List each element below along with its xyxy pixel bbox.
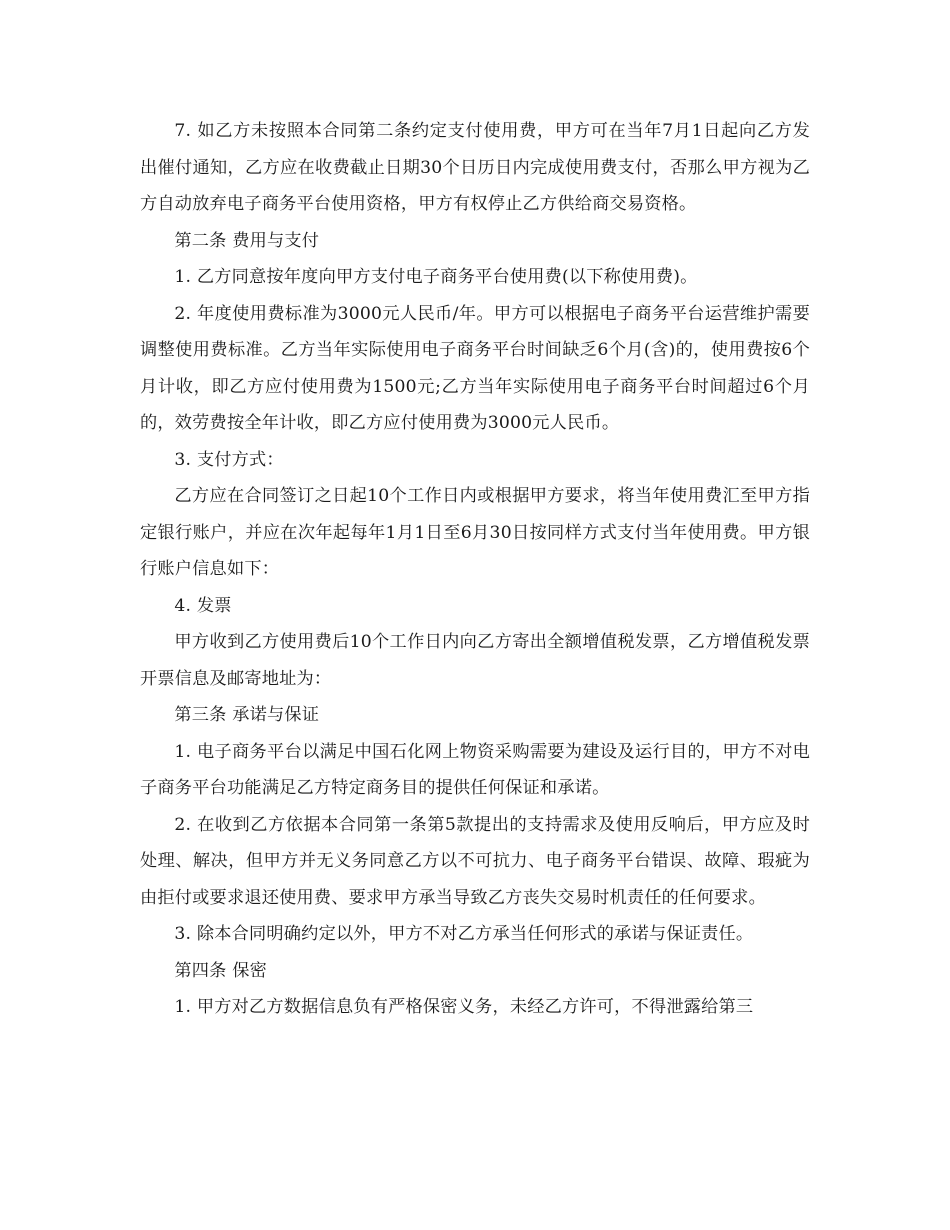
clause-2-3-heading: 3. 支付方式： <box>174 449 284 470</box>
invoice-paragraph: 甲方收到乙方使用费后10个工作日内向乙方寄出全额增值税发票，乙方增值税发票开票信息及邮寄地址为： <box>140 632 810 689</box>
payment-method-paragraph: 乙方应在合同签订之日起10个工作日内或根据甲方要求，将当年使用费汇至甲方指定银行账户，并应在次年起每年1月1日至6月30日按同样方式支付当年使用费。甲方银行账户信息如下： <box>140 486 810 579</box>
article-3-heading: 第三条 承诺与保证 <box>174 705 320 725</box>
clause-2-1-paragraph: 1. 乙方同意按年度向甲方支付电子商务平台使用费(以下称使用费)。 <box>174 267 698 287</box>
clause-2-2-paragraph: 2. 年度使用费标准为3000元人民币/年。甲方可以根据电子商务平台运营维护需要调整使用费标准。乙方当年实际使用电子商务平台时间缺乏6个月(含)的，使用费按6个月计收，即乙方应付使用费为1500元;乙方当年实际使用电子商务平台时间超过6个月的，效劳费按全年计收，即乙方应付使用费为3000元人民币。 <box>140 303 810 433</box>
document-body <box>140 113 810 1026</box>
clause-1-7-paragraph: 7. 如乙方未按照本合同第二条约定支付使用费，甲方可在当年7月1日起向乙方发出催付通知，乙方应在收费截止日期30个日历日内完成使用费支付，否那么甲方视为乙方自动放弃电子商务平台使用资格，甲方有权停止乙方供给商交易资格。 <box>140 121 810 214</box>
article-4-heading: 第四条 保密 <box>174 960 267 981</box>
clause-2-4-heading: 4. 发票 <box>174 595 232 616</box>
clause-3-1-paragraph: 1. 电子商务平台以满足中国石化网上物资采购需要为建设及运行目的，甲方不对电子商务平台功能满足乙方特定商务目的提供任何保证和承诺。 <box>140 741 810 798</box>
article-2-heading: 第二条 费用与支付 <box>174 230 320 251</box>
clause-3-3-paragraph: 3. 除本合同明确约定以外，甲方不对乙方承当任何形式的承诺与保证责任。 <box>174 924 754 944</box>
clause-3-2-paragraph: 2. 在收到乙方依据本合同第一条第5款提出的支持需求及使用反响后，甲方应及时处理、解决，但甲方并无义务同意乙方以不可抗力、电子商务平台错误、故障、瑕疵为由拒付或要求退还使用费、要求甲方承当导致乙方丧失交易时机责任的任何要求。 <box>140 814 810 908</box>
clause-4-1-paragraph: 1. 甲方对乙方数据信息负有严格保密义务，未经乙方许可，不得泄露给第三 <box>174 997 754 1017</box>
